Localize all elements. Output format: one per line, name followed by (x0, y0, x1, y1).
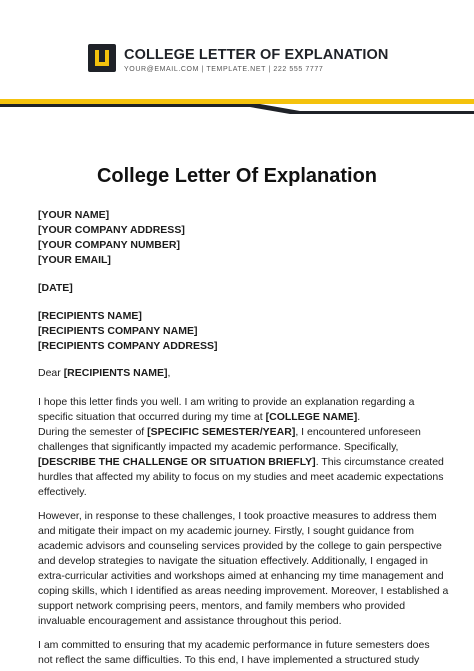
header-stripe (0, 99, 474, 115)
greeting-suffix: , (167, 367, 171, 379)
sender-name: [YOUR NAME] (38, 209, 110, 221)
p2-line: academic advisors and counseling services provided by the college to gain perspective (38, 540, 442, 552)
p2-line: support network comprising peers, mentors, and family members who provided (38, 600, 406, 612)
brand-contact-line: YOUR@EMAIL.COM | TEMPLATE.NET | 222 555 7777 (124, 66, 324, 73)
recipient-company-name: [RECIPIENTS COMPANY NAME] (38, 325, 198, 337)
p2-line: extra-curricular activities and workshops aimed at enhancing my time management and (38, 570, 444, 582)
p1-line: I hope this letter finds you well. I am writing to provide an explanation regarding a (38, 396, 415, 408)
paragraph-3 (38, 638, 448, 668)
p3-line: I am committed to ensuring that my academic performance in future semesters does (38, 639, 430, 651)
p1-line: specific situation that occurred during my time at [COLLEGE NAME]. (38, 411, 361, 423)
p1-line: [DESCRIBE THE CHALLENGE OR SITUATION BRIEFLY]. This circumstance created (38, 456, 444, 468)
brand-logo-icon (88, 44, 116, 72)
recipient-block (38, 309, 438, 354)
college-name-placeholder: [COLLEGE NAME] (265, 411, 358, 423)
p1-line: hurdles that affected my ability to focus on my studies and meet academic expectations (38, 471, 444, 483)
p2-line: However, in response to these challenges, I took proactive measures to address them (38, 510, 437, 522)
p2-line: coping skills, which I identified as areas needing improvement. Moreover, I established a (38, 585, 449, 597)
p1-line: effectively. (38, 486, 87, 498)
paragraph-1 (38, 395, 448, 500)
challenge-placeholder: [DESCRIBE THE CHALLENGE OR SITUATION BRIEFLY] (38, 456, 316, 468)
sender-address: [YOUR COMPANY ADDRESS] (38, 224, 185, 236)
recipient-name: [RECIPIENTS NAME] (38, 310, 142, 322)
semester-placeholder: [SPECIFIC SEMESTER/YEAR] (147, 426, 296, 438)
p2-line: invaluable encouragement and assistance throughout this period. (38, 615, 342, 627)
greeting (38, 366, 438, 381)
sender-block (38, 208, 438, 268)
sender-number: [YOUR COMPANY NUMBER] (38, 239, 180, 251)
brand-title: COLLEGE LETTER OF EXPLANATION (124, 47, 389, 63)
p2-line: and develop strategies to navigate the situation effectively. Additionally, I engaged in (38, 555, 428, 567)
p1-line: During the semester of [SPECIFIC SEMESTER/YEAR], I encountered unforeseen (38, 426, 421, 438)
p3-line: not reflect the same difficulties. To this end, I have implemented a structured study (38, 654, 420, 666)
letter-date: [DATE] (38, 282, 73, 294)
recipient-company-address: [RECIPIENTS COMPANY ADDRESS] (38, 340, 218, 352)
letterhead (0, 0, 474, 100)
document-title: College Letter Of Explanation (96, 165, 378, 187)
greeting-name: [RECIPIENTS NAME] (63, 367, 168, 379)
sender-email: [YOUR EMAIL] (38, 254, 111, 266)
p1-line: challenges that significantly impacted my academic performance. Specifically, (38, 441, 399, 453)
date-block (38, 281, 438, 296)
greeting-prefix: Dear (38, 367, 64, 379)
p2-line: and mitigate their impact on my academic journey. Firstly, I sought guidance from (38, 525, 415, 537)
paragraph-2 (38, 509, 448, 629)
